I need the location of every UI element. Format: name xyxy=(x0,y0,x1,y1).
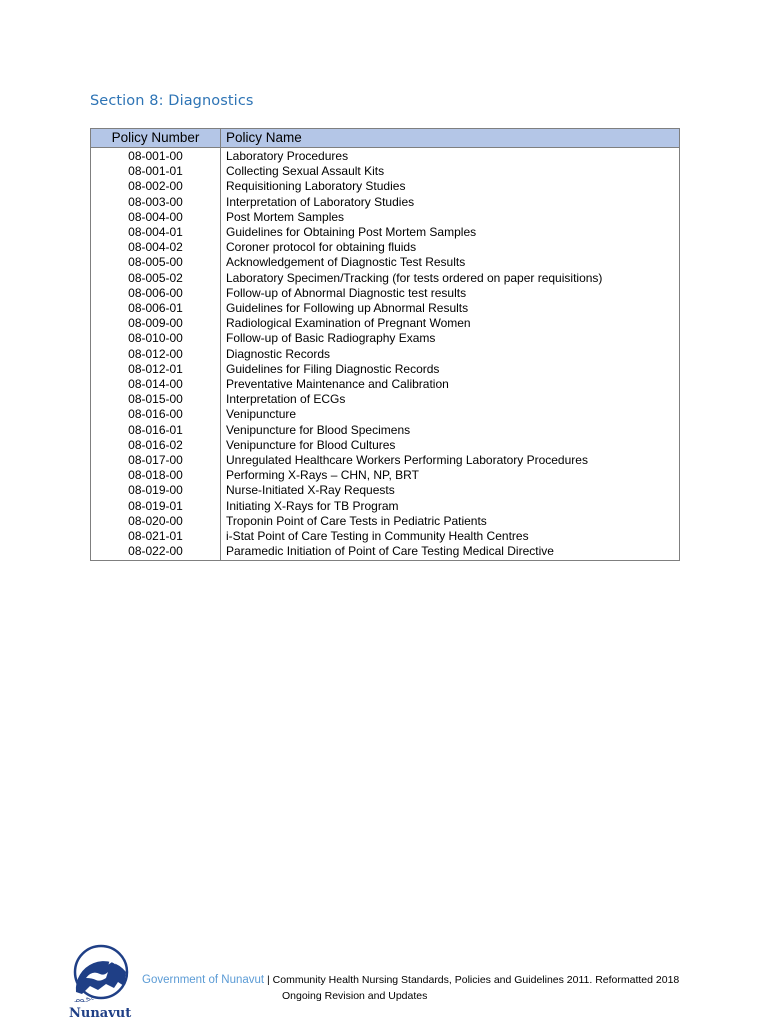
policy-number-cell: 08-004-01 xyxy=(91,225,221,240)
policy-number-cell: 08-016-02 xyxy=(91,438,221,453)
table-row xyxy=(91,514,680,529)
nunavut-logo xyxy=(68,942,134,1022)
policy-number-cell: 08-006-00 xyxy=(91,286,221,301)
table-row xyxy=(91,377,680,392)
table-row xyxy=(91,255,680,270)
table-row xyxy=(91,544,680,561)
table-row xyxy=(91,301,680,316)
policy-number-cell: 08-015-00 xyxy=(91,392,221,407)
policy-name-cell: Interpretation of ECGs xyxy=(221,392,680,407)
policy-name-cell: Troponin Point of Care Tests in Pediatric Patients xyxy=(221,514,680,529)
table-row xyxy=(91,468,680,483)
table-row xyxy=(91,240,680,255)
policy-number-cell: 08-019-00 xyxy=(91,483,221,498)
policy-number-cell: 08-001-01 xyxy=(91,164,221,179)
policy-name-cell: Collecting Sexual Assault Kits xyxy=(221,164,680,179)
policy-number-cell: 08-010-00 xyxy=(91,331,221,346)
policy-name-cell: Guidelines for Filing Diagnostic Records xyxy=(221,362,680,377)
page-footer xyxy=(142,972,742,1004)
policy-name-cell: Requisitioning Laboratory Studies xyxy=(221,179,680,194)
policy-name-cell: Diagnostic Records xyxy=(221,347,680,362)
table-row xyxy=(91,164,680,179)
policy-number-cell: 08-005-02 xyxy=(91,271,221,286)
table-row xyxy=(91,331,680,346)
table-row xyxy=(91,499,680,514)
policy-name-cell: Follow-up of Abnormal Diagnostic test results xyxy=(221,286,680,301)
table-row xyxy=(91,529,680,544)
policy-number-cell: 08-012-01 xyxy=(91,362,221,377)
policy-name-cell: Coroner protocol for obtaining fluids xyxy=(221,240,680,255)
policy-name-cell: Interpretation of Laboratory Studies xyxy=(221,195,680,210)
policy-number-cell: 08-020-00 xyxy=(91,514,221,529)
table-row xyxy=(91,407,680,422)
table-row xyxy=(91,316,680,331)
table-row xyxy=(91,483,680,498)
policy-name-cell: i-Stat Point of Care Testing in Community Health Centres xyxy=(221,529,680,544)
policy-name-cell: Follow-up of Basic Radiography Exams xyxy=(221,331,680,346)
policy-name-cell: Performing X-Rays – CHN, NP, BRT xyxy=(221,468,680,483)
policy-name-cell: Radiological Examination of Pregnant Women xyxy=(221,316,680,331)
footer-separator: | xyxy=(264,974,273,986)
table-row xyxy=(91,286,680,301)
policy-name-cell: Nurse-Initiated X-Ray Requests xyxy=(221,483,680,498)
policy-table xyxy=(90,128,680,561)
header-policy-name: Policy Name xyxy=(221,129,680,148)
section-heading: Section 8: Diagnostics xyxy=(90,93,254,109)
footer-organization: Government of Nunavut xyxy=(142,974,265,986)
policy-number-cell: 08-012-00 xyxy=(91,347,221,362)
table-row xyxy=(91,423,680,438)
table-row xyxy=(91,179,680,194)
table-row xyxy=(91,210,680,225)
policy-name-cell: Guidelines for Following up Abnormal Results xyxy=(221,301,680,316)
table-row xyxy=(91,225,680,240)
footer-revision-note: Ongoing Revision and Updates xyxy=(282,990,428,1002)
table-row xyxy=(91,347,680,362)
footer-document-title: Community Health Nursing Standards, Policies and Guidelines 2011. Reformatted 2018 xyxy=(272,974,680,986)
policy-number-cell: 08-001-00 xyxy=(91,148,221,165)
policy-name-cell: Paramedic Initiation of Point of Care Testing Medical Directive xyxy=(221,544,680,561)
table-body xyxy=(91,148,680,561)
table-row xyxy=(91,438,680,453)
policy-name-cell: Laboratory Specimen/Tracking (for tests ordered on paper requisitions) xyxy=(221,271,680,286)
policy-name-cell: Laboratory Procedures xyxy=(221,148,680,165)
table-row xyxy=(91,271,680,286)
policy-name-cell: Venipuncture for Blood Cultures xyxy=(221,438,680,453)
policy-name-cell: Initiating X-Rays for TB Program xyxy=(221,499,680,514)
policy-name-cell: Acknowledgement of Diagnostic Test Results xyxy=(221,255,680,270)
policy-number-cell: 08-006-01 xyxy=(91,301,221,316)
policy-name-cell: Unregulated Healthcare Workers Performing Laboratory Procedures xyxy=(221,453,680,468)
policy-number-cell: 08-017-00 xyxy=(91,453,221,468)
policy-number-cell: 08-018-00 xyxy=(91,468,221,483)
policy-name-cell: Guidelines for Obtaining Post Mortem Samples xyxy=(221,225,680,240)
policy-number-cell: 08-016-00 xyxy=(91,407,221,422)
policy-number-cell: 08-022-00 xyxy=(91,544,221,561)
policy-number-cell: 08-004-00 xyxy=(91,210,221,225)
policy-number-cell: 08-002-00 xyxy=(91,179,221,194)
policy-number-cell: 08-021-01 xyxy=(91,529,221,544)
policy-name-cell: Venipuncture xyxy=(221,407,680,422)
policy-number-cell: 08-019-01 xyxy=(91,499,221,514)
table-row xyxy=(91,362,680,377)
policy-name-cell: Post Mortem Samples xyxy=(221,210,680,225)
policy-number-cell: 08-014-00 xyxy=(91,377,221,392)
table-row xyxy=(91,392,680,407)
table-row xyxy=(91,148,680,165)
policy-number-cell: 08-009-00 xyxy=(91,316,221,331)
svg-text:ᓄᓇᕗᑦ: ᓄᓇᕗᑦ xyxy=(74,996,95,1004)
table-row xyxy=(91,453,680,468)
table-header-row xyxy=(91,129,680,148)
policy-name-cell: Venipuncture for Blood Specimens xyxy=(221,423,680,438)
logo-wordmark: Nunavut xyxy=(69,1006,132,1021)
table-row xyxy=(91,195,680,210)
policy-number-cell: 08-005-00 xyxy=(91,255,221,270)
policy-number-cell: 08-004-02 xyxy=(91,240,221,255)
header-policy-number: Policy Number xyxy=(91,129,221,148)
policy-name-cell: Preventative Maintenance and Calibration xyxy=(221,377,680,392)
policy-number-cell: 08-003-00 xyxy=(91,195,221,210)
policy-number-cell: 08-016-01 xyxy=(91,423,221,438)
